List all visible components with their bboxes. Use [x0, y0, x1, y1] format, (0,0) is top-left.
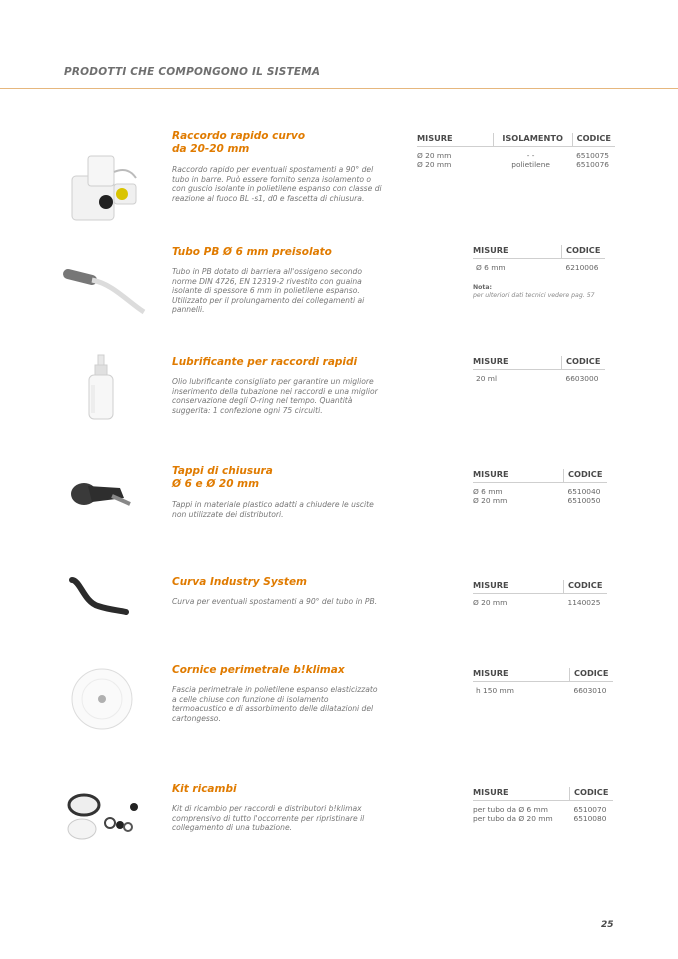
product-title: Kit ricambi	[172, 783, 237, 795]
spec-table	[473, 787, 613, 823]
spec-table	[417, 133, 615, 169]
lubrificante-bottle-image	[58, 353, 148, 423]
tubo-pb-image	[58, 258, 148, 318]
col-isolamento: ISOLAMENTO	[493, 133, 572, 147]
product-description: Olio lubrificante consigliato per garantire un migliore inserimento della tubazione nei raccordi e una miglior conservazione degli O-ring nel tempo. Quantità suggerita: 1 confezione ogni 75 circuiti.	[172, 377, 378, 415]
table-row: Ø 20 mm 6510050	[473, 496, 601, 505]
curva-industry-image	[58, 572, 148, 622]
product-description: Tubo in PB dotato di barriera all'ossigeno secondo norme DIN 4726, EN 12319-2 rivestito con guaina isolante di spessore 6 mm in polietilene espanso. Utilizzato per il prolungamento dei collegamenti ai pannelli.	[172, 267, 365, 314]
product-title: Cornice perimetrale b!klimax	[172, 664, 345, 676]
col-misure: MISURE	[473, 580, 564, 594]
header-rule	[0, 88, 678, 89]
raccordo-curvo-image	[58, 142, 148, 232]
table-row: Ø 6 mm 6210006	[476, 263, 599, 272]
table-row: Ø 6 mm 6510040	[473, 487, 601, 496]
col-codice: CODICE	[570, 787, 614, 801]
col-codice: CODICE	[572, 133, 615, 147]
table-row: Ø 20 mm polietilene 6510076	[417, 160, 609, 169]
page-number: 25	[601, 920, 614, 930]
col-codice: CODICE	[562, 356, 606, 370]
spec-table	[473, 356, 605, 383]
table-row: Ø 20 mm 1140025	[473, 598, 601, 607]
col-misure: MISURE	[473, 356, 562, 370]
table-row: h 150 mm 6603010	[476, 686, 607, 695]
col-misure: MISURE	[417, 133, 493, 147]
col-misure: MISURE	[473, 787, 570, 801]
product-description: Kit di ricambio per raccordi e distributori b!klimax comprensivo di tutto l'occorrente per ripristinare il collegamento di una tubazione.	[172, 804, 365, 832]
spec-table	[473, 469, 607, 505]
product-title: Curva Industry System	[172, 576, 308, 588]
table-row: per tubo da Ø 6 mm 6510070	[473, 805, 607, 814]
spec-table	[473, 580, 607, 607]
col-codice: CODICE	[564, 469, 608, 483]
table-row: 20 ml 6603000	[476, 374, 599, 383]
col-misure: MISURE	[473, 668, 570, 682]
product-description: Tappi in materiale plastico adatti a chiudere le uscite non utilizzate dei distributori.	[172, 500, 374, 519]
product-title: Lubrificante per raccordi rapidi	[172, 356, 358, 368]
spec-table	[473, 668, 613, 695]
col-codice: CODICE	[564, 580, 608, 594]
spec-table	[473, 245, 605, 272]
col-codice: CODICE	[562, 245, 606, 259]
tappi-image	[58, 468, 148, 518]
section-title: PRODOTTI CHE COMPONGONO IL SISTEMA	[64, 66, 321, 78]
product-description: Curva per eventuali spostamenti a 90° del tubo in PB.	[172, 597, 378, 606]
table-row: Ø 20 mm - - 6510075	[417, 151, 609, 160]
product-title: Raccordo rapido curvo da 20-20 mm	[172, 130, 306, 155]
table-row: per tubo da Ø 20 mm 6510080	[473, 814, 607, 823]
col-misure: MISURE	[473, 469, 564, 483]
product-description: Fascia perimetrale in polietilene espanso elasticizzato a celle chiuse con funzione di isolamento termoacustico e di assorbimento delle dilatazioni del cartongesso.	[172, 685, 378, 723]
kit-ricambi-image	[58, 783, 148, 853]
product-description: Raccordo rapido per eventuali spostamenti a 90° del tubo in barre. Può essere fornito senza isolamento o con guscio isolante in polietilene espanso con classe di reazione al fuoco BL -s1, d0 e fascetta di chiusura.	[172, 165, 382, 203]
cornice-roll-image	[58, 664, 148, 734]
col-codice: CODICE	[570, 668, 614, 682]
technical-note: Nota: per ulteriori dati tecnici vedere pag. 57	[473, 284, 595, 299]
product-title: Tubo PB Ø 6 mm preisolato	[172, 246, 332, 258]
col-misure: MISURE	[473, 245, 562, 259]
product-title: Tappi di chiusura Ø 6 e Ø 20 mm	[172, 465, 273, 490]
